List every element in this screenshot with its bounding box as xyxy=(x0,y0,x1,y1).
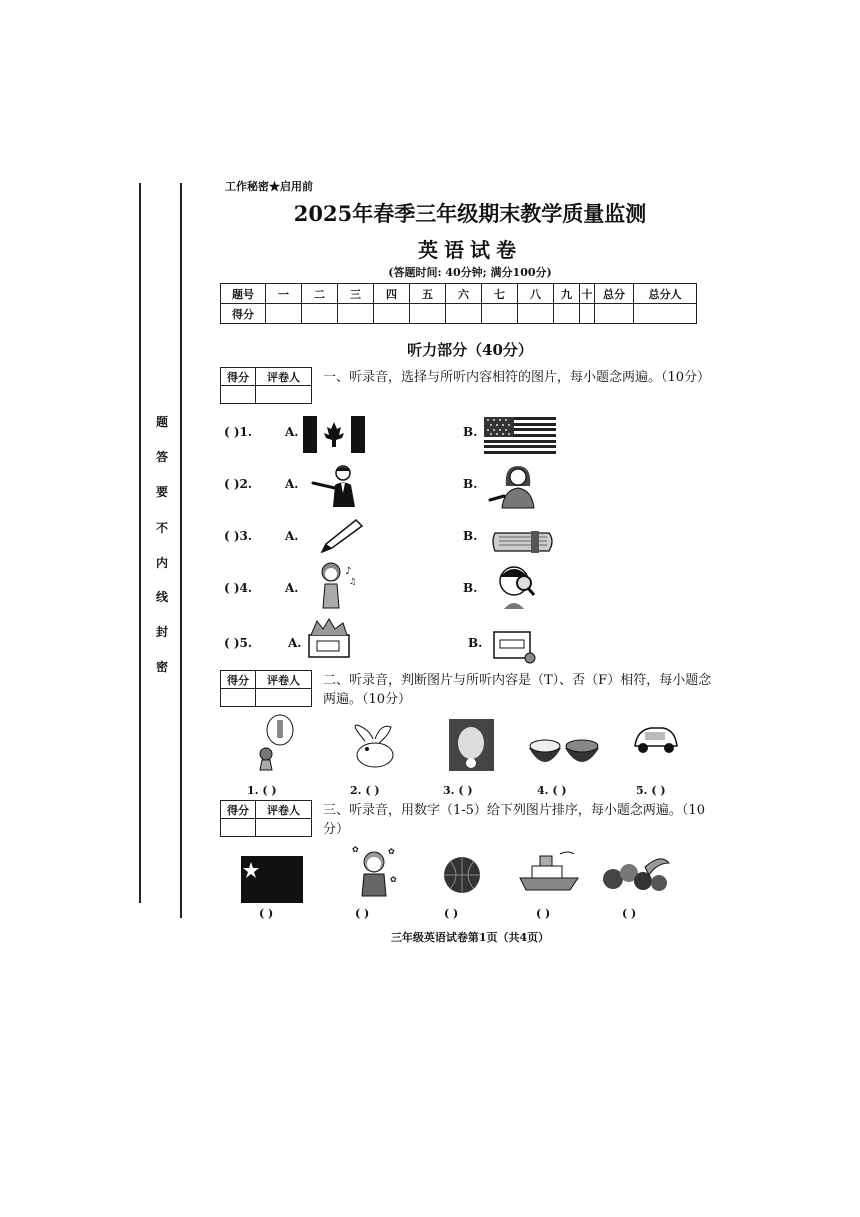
score-table-score-row xyxy=(221,304,697,324)
question-number[interactable]: ( )4. xyxy=(224,581,253,595)
margin-char: 内 xyxy=(156,556,169,570)
exam-note: (答题时间: 40分钟; 满分100分) xyxy=(388,266,552,279)
canada-flag-icon[interactable] xyxy=(303,416,365,453)
section-title: 听力部分（40分） xyxy=(407,341,533,359)
option-b-label: B. xyxy=(463,425,478,439)
score-label: 得分 xyxy=(221,801,256,819)
girl-flowers-icon[interactable] xyxy=(350,842,398,898)
score-cell: 一 xyxy=(266,284,302,304)
answer-blank[interactable]: 3. ( ) xyxy=(443,784,473,797)
score-input-cell[interactable] xyxy=(446,304,482,324)
grader-label: 评卷人 xyxy=(256,368,312,386)
score-cell: 八 xyxy=(518,284,554,304)
part3-instruction: 三、听录音，用数字（1-5）给下列图片排序，每小题念两遍。（10分） xyxy=(323,803,705,837)
binding-line-outer xyxy=(139,183,141,903)
answer-blank[interactable]: ( ) xyxy=(536,907,551,920)
part2-instruction: 二、听录音，判断图片与所听内容是（T）、否（F）相符，每小题念两遍。（10分） xyxy=(323,673,712,707)
margin-char: 封 xyxy=(156,625,169,639)
score-input-cell[interactable] xyxy=(302,304,338,324)
question-number[interactable]: ( )3. xyxy=(224,529,253,543)
score-cell: 六 xyxy=(446,284,482,304)
answer-blank[interactable]: 4. ( ) xyxy=(537,784,567,797)
option-b-label: B. xyxy=(463,581,478,595)
option-a-label: A. xyxy=(285,581,299,595)
girl-icecream-icon[interactable] xyxy=(449,719,494,771)
confidential-label: 工作秘密★启用前 xyxy=(225,180,313,193)
margin-char: 答 xyxy=(156,450,169,464)
pencil-icon[interactable] xyxy=(318,518,364,554)
option-a-label: A. xyxy=(285,529,299,543)
margin-char: 线 xyxy=(156,590,169,604)
margin-char: 密 xyxy=(156,660,169,674)
answer-blank[interactable]: ( ) xyxy=(444,907,459,920)
question-number[interactable]: ( )5. xyxy=(224,636,253,650)
score-cell: 题号 xyxy=(221,284,266,304)
svg-text:✿: ✿ xyxy=(352,845,359,854)
girl-singing-icon[interactable] xyxy=(311,560,357,610)
score-input-cell[interactable] xyxy=(482,304,518,324)
option-b-label: B. xyxy=(463,529,478,543)
part1-instruction: 一、听录音，选择与所听内容相符的图片，每小题念两遍。（10分） xyxy=(323,370,711,385)
option-b-label: B. xyxy=(468,636,483,650)
part2-score-box xyxy=(220,670,312,707)
score-input-cell[interactable] xyxy=(554,304,580,324)
score-cell: 五 xyxy=(410,284,446,304)
score-cell: 二 xyxy=(302,284,338,304)
score-cell: 四 xyxy=(374,284,410,304)
score-input-cell[interactable] xyxy=(338,304,374,324)
margin-char: 要 xyxy=(156,485,169,499)
toy-car-icon[interactable] xyxy=(631,716,679,766)
grader-label: 评卷人 xyxy=(256,801,312,819)
score-cell: 十 xyxy=(580,284,595,304)
rice-noodles-icon[interactable] xyxy=(527,736,601,772)
score-cell: 七 xyxy=(482,284,518,304)
woman-teacher-icon[interactable] xyxy=(488,462,548,510)
svg-text:♫: ♫ xyxy=(349,577,357,586)
score-cell: 总分人 xyxy=(634,284,697,304)
score-cell: 得分 xyxy=(221,304,266,324)
rabbit-icon[interactable] xyxy=(347,723,409,771)
score-input-cell[interactable] xyxy=(410,304,446,324)
margin-char: 不 xyxy=(156,521,169,535)
option-b-label: B. xyxy=(463,477,478,491)
usa-flag-icon[interactable] xyxy=(484,417,556,454)
option-a-label: A. xyxy=(285,425,299,439)
grader-input-cell[interactable] xyxy=(256,689,312,707)
svg-text:✿: ✿ xyxy=(390,875,397,884)
score-cell: 总分 xyxy=(595,284,634,304)
book-icon[interactable] xyxy=(491,525,557,555)
svg-text:♪: ♪ xyxy=(345,566,352,577)
score-input-cell[interactable] xyxy=(518,304,554,324)
score-input-cell[interactable] xyxy=(374,304,410,324)
answer-blank[interactable]: 5. ( ) xyxy=(636,784,666,797)
binding-line-inner xyxy=(180,183,182,918)
china-flag-icon[interactable] xyxy=(241,856,303,903)
grader-input-cell[interactable] xyxy=(256,386,312,404)
svg-text:✿: ✿ xyxy=(388,847,395,856)
question-number[interactable]: ( )1. xyxy=(224,425,253,439)
score-cell: 三 xyxy=(338,284,374,304)
option-a-label: A. xyxy=(288,636,302,650)
answer-blank[interactable]: ( ) xyxy=(355,907,370,920)
basketball-icon[interactable] xyxy=(442,855,482,895)
grader-label: 评卷人 xyxy=(256,671,312,689)
page-footer: 三年级英语试卷第1页（共4页） xyxy=(390,931,550,944)
score-table xyxy=(220,283,697,324)
box-toys-icon[interactable] xyxy=(305,615,353,659)
score-input-cell[interactable] xyxy=(221,819,256,837)
exam-subtitle: 英语试卷 xyxy=(418,238,522,262)
answer-blank[interactable]: 2. ( ) xyxy=(350,784,380,797)
score-label: 得分 xyxy=(221,671,256,689)
question-number[interactable]: ( )2. xyxy=(224,477,253,491)
girl-thinking-tower-icon[interactable] xyxy=(254,714,294,772)
boy-magnifier-icon[interactable] xyxy=(494,563,538,611)
part3-score-box xyxy=(220,800,312,837)
score-input-cell[interactable] xyxy=(634,304,697,324)
score-input-cell[interactable] xyxy=(266,304,302,324)
ship-icon[interactable] xyxy=(518,848,580,894)
exam-title: 2025年春季三年级期末教学质量监测 xyxy=(293,201,647,226)
box-ball-icon[interactable] xyxy=(490,624,536,664)
score-label: 得分 xyxy=(221,368,256,386)
answer-blank[interactable]: ( ) xyxy=(622,907,637,920)
score-input-cell[interactable] xyxy=(580,304,595,324)
score-table-header-row xyxy=(221,284,697,304)
score-input-cell[interactable] xyxy=(221,386,256,404)
score-input-cell[interactable] xyxy=(221,689,256,707)
grader-input-cell[interactable] xyxy=(256,819,312,837)
answer-blank[interactable]: ( ) xyxy=(259,907,274,920)
score-cell: 九 xyxy=(554,284,580,304)
score-input-cell[interactable] xyxy=(595,304,634,324)
part1-score-box xyxy=(220,367,312,404)
answer-blank[interactable]: 1. ( ) xyxy=(247,784,277,797)
fruits-icon[interactable] xyxy=(599,849,673,895)
option-a-label: A. xyxy=(285,477,299,491)
margin-char: 题 xyxy=(156,415,169,429)
man-teacher-icon[interactable] xyxy=(305,463,363,509)
